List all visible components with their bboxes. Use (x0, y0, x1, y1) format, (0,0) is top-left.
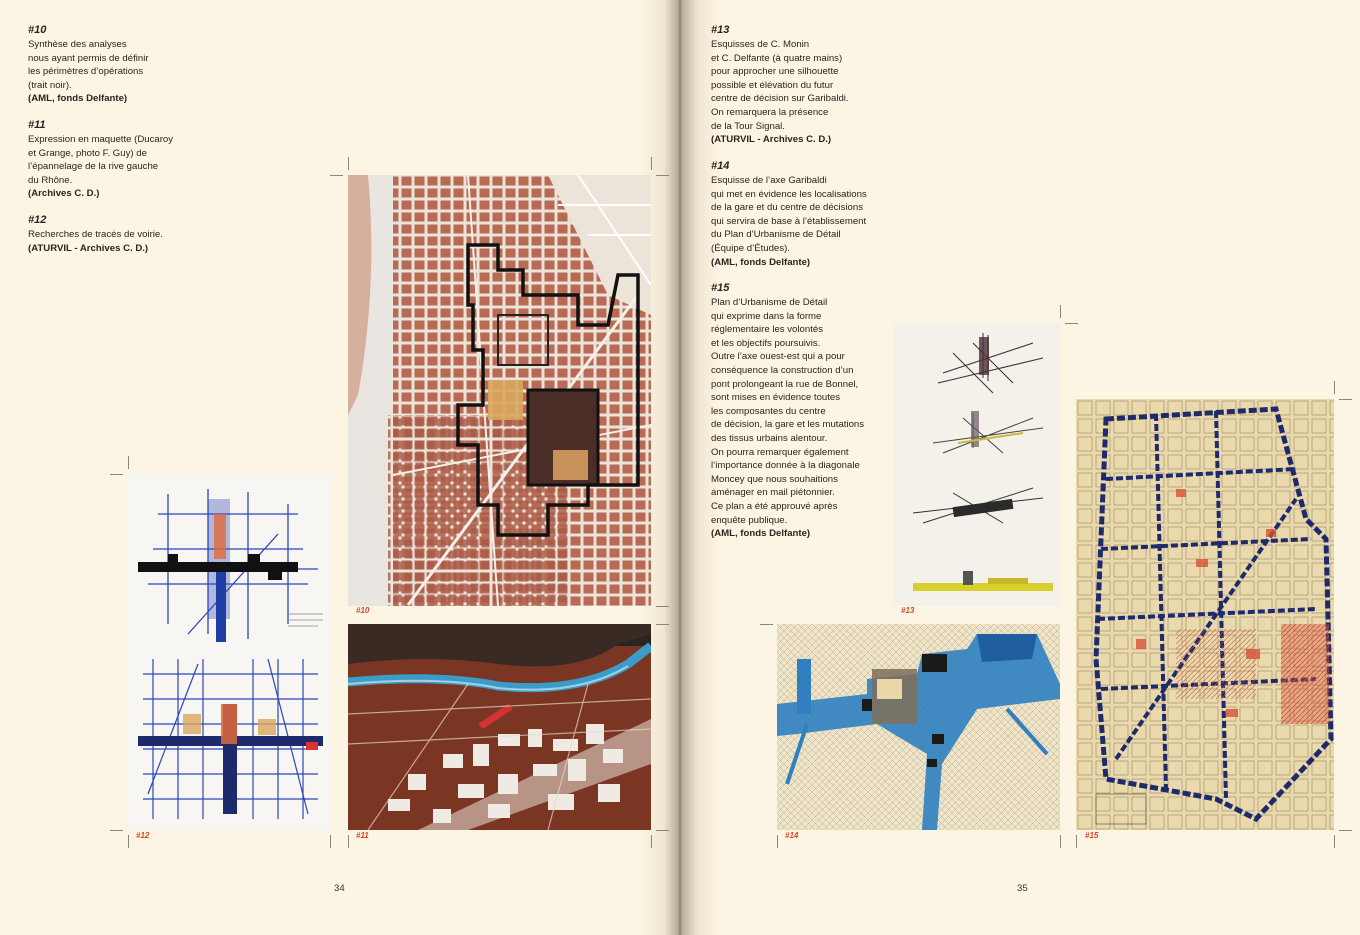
caption-line: qui met en évidence les localisations (711, 188, 867, 200)
caption-line: Ce plan a été approuvé après (711, 500, 838, 512)
caption-source: (AML, fonds Delfante) (28, 93, 128, 105)
caption-line: et Grange, photo F. Guy) de (28, 147, 147, 159)
caption-15 (711, 281, 901, 541)
caption-line: de décision, la gare et les mutations (711, 419, 865, 431)
caption-line: Esquisse de l’axe Garibaldi (711, 175, 827, 186)
caption-line: et C. Delfante (à quatre mains) (711, 52, 843, 64)
caption-source: (ATURVIL - Archives C. D.) (28, 242, 149, 254)
caption-line: (trait noir). (28, 79, 72, 91)
caption-line: réglementaire les volontés (711, 324, 823, 336)
caption-number: #14 (711, 160, 730, 172)
caption-number: #11 (28, 119, 46, 131)
figure-15-label: #15 (1085, 831, 1099, 840)
figure-10-label: #10 (356, 606, 370, 615)
caption-line: l’importance donnée à la diagonale (711, 460, 860, 472)
figure-12-road-sketches (128, 474, 331, 830)
caption-line: aménager en mail piétonnier. (711, 487, 835, 499)
figure-11-model-photo (348, 624, 651, 830)
caption-line: On pourra remarquer également (711, 446, 849, 458)
caption-line: qui exprime dans la forme (711, 310, 822, 322)
caption-10 (28, 23, 218, 106)
caption-line: nous ayant permis de définir (28, 52, 149, 64)
caption-line: Moncey que nous souhaitions (711, 473, 838, 485)
caption-line: centre de décision sur Garibaldi. (711, 93, 849, 105)
figure-11-label: #11 (356, 831, 369, 840)
caption-line: du Plan d’Urbanisme de Détail (711, 229, 841, 241)
caption-line: de la gare et du centre de décisions (711, 202, 864, 214)
caption-13 (711, 23, 901, 147)
caption-source: (AML, fonds Delfante) (711, 528, 811, 540)
caption-line: du Rhône. (28, 174, 73, 186)
caption-line: conséquence la construction d’un (711, 364, 854, 376)
page-number-left: 34 (334, 883, 345, 894)
caption-line: les composantes du centre (711, 405, 826, 417)
caption-line: On remarquera la présence (711, 106, 829, 118)
caption-line: sont mises en évidence toutes (711, 392, 841, 404)
caption-line: Recherches de tracés de voirie. (28, 229, 163, 240)
caption-line: Outre l’axe ouest-est qui a pour (711, 351, 845, 363)
caption-number: #15 (711, 282, 730, 294)
figure-13-elevation-sketches (893, 323, 1060, 606)
caption-line: enquête publique. (711, 514, 788, 526)
caption-source: (AML, fonds Delfante) (711, 256, 811, 268)
caption-line: possible et élévation du futur (711, 79, 834, 91)
caption-source: (Archives C. D.) (28, 188, 100, 200)
figure-13-label: #13 (901, 606, 915, 615)
figure-10-city-map (348, 175, 651, 606)
caption-number: #10 (28, 24, 47, 36)
caption-line: Expression en maquette (Ducaroy (28, 134, 174, 145)
caption-12 (28, 213, 218, 255)
figure-15-urban-plan (1076, 399, 1334, 830)
caption-line: pour approcher une silhouette (711, 66, 839, 78)
caption-line: Esquisses de C. Monin (711, 39, 810, 50)
figure-14-label: #14 (785, 831, 799, 840)
caption-line: Synthèse des analyses (28, 39, 127, 50)
caption-line: (Équipe d’Études). (711, 242, 790, 254)
caption-11 (28, 118, 218, 201)
caption-line: les périmètres d’opérations (28, 66, 144, 78)
caption-line: des tissus urbains alentour. (711, 432, 828, 444)
caption-line: qui servira de base à l’établissement (711, 215, 867, 227)
caption-source: (ATURVIL - Archives C. D.) (711, 134, 832, 146)
caption-line: Plan d’Urbanisme de Détail (711, 297, 828, 308)
caption-line: pont prolongeant la rue de Bonnel, (711, 378, 859, 390)
caption-line: de la Tour Signal. (711, 120, 785, 132)
figure-14-garibaldi-axis (777, 624, 1060, 830)
caption-line: et les objectifs poursuivis. (711, 337, 821, 349)
page-number-right: 35 (1017, 883, 1028, 894)
book-gutter (640, 0, 720, 935)
figure-12-label: #12 (136, 831, 150, 840)
caption-number: #12 (28, 214, 47, 226)
caption-number: #13 (711, 24, 730, 36)
caption-14 (711, 159, 901, 269)
caption-line: l’épannelage de la rive gauche (28, 161, 159, 173)
